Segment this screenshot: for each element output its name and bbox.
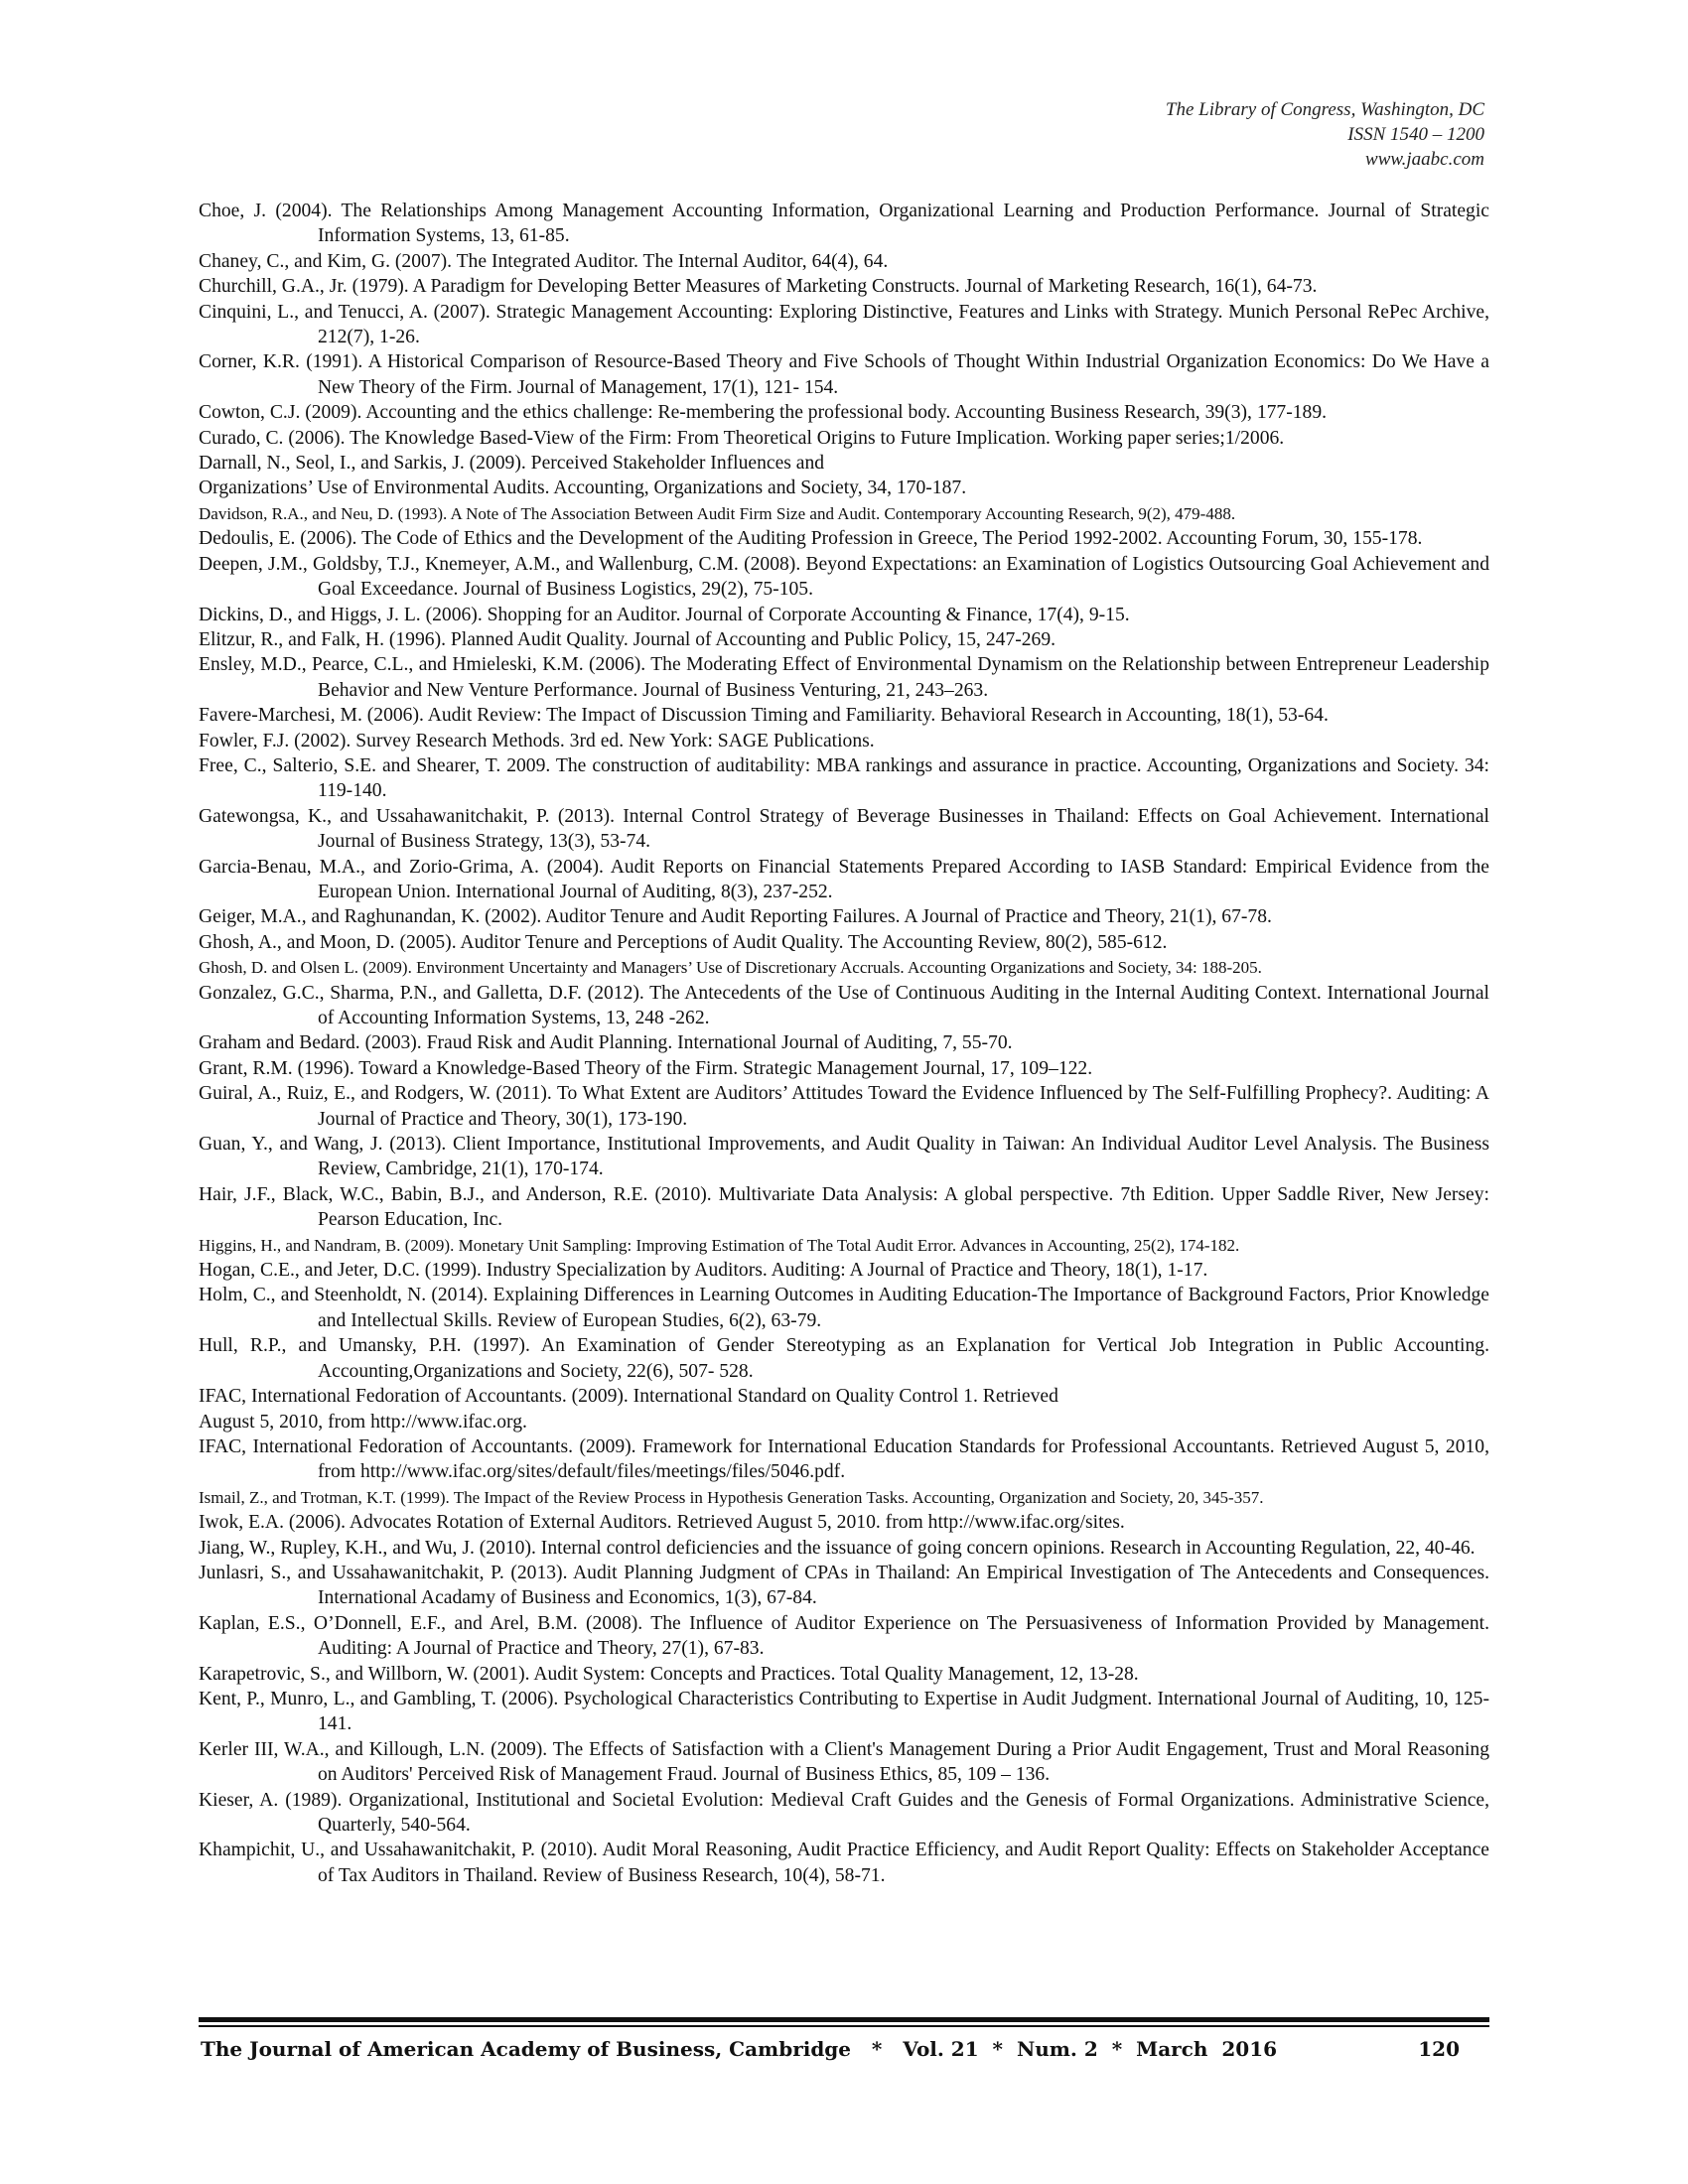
reference-entry: IFAC, International Fedoration of Accountants. (2009). Framework for International Education Standards for Professional Accountants. Retrieved August 5, 2010, from http://www.ifac.org/sites/default/files/meetings/files/5046.pdf.	[199, 1435, 1489, 1483]
reference-entry: Dickins, D., and Higgs, J. L. (2006). Shopping for an Auditor. Journal of Corporate Accounting & Finance, 17(4), 9-15.	[199, 604, 1130, 625]
reference-entry: IFAC, International Fedoration of Accountants. (2009). International Standard on Quality Control 1. Retrieved	[199, 1386, 1058, 1408]
reference-entry: Geiger, M.A., and Raghunandan, K. (2002). Auditor Tenure and Audit Reporting Failures. A Journal of Practice and Theory, 21(1), 67-78.	[199, 906, 1272, 928]
reference-entry: Gonzalez, G.C., Sharma, P.N., and Galletta, D.F. (2012). The Antecedents of the Use of Continuous Auditing in the Internal Auditing Context. International Journal of Accounting Information Systems, 13, 248 -262.	[199, 982, 1489, 1028]
reference-entry: Chaney, C., and Kim, G. (2007). The Integrated Auditor. The Internal Auditor, 64(4), 64.	[199, 250, 889, 272]
reference-entry: Karapetrovic, S., and Willborn, W. (2001). Audit System: Concepts and Practices. Total Quality Management, 12, 13-28.	[199, 1663, 1139, 1685]
running-header	[1166, 97, 1484, 172]
reference-entry: August 5, 2010, from http://www.ifac.org.	[199, 1411, 527, 1433]
reference-entry: Garcia-Benau, M.A., and Zorio-Grima, A. (2004). Audit Reports on Financial Statements Prepared According to IASB Standard: Empirical Evidence from the European Union. International Journal of Auditing, 8(3), 237-252.	[199, 856, 1489, 902]
reference-list	[199, 199, 1489, 1888]
reference-entry: Grant, R.M. (1996). Toward a Knowledge-Based Theory of the Firm. Strategic Management Journal, 17, 109–122.	[199, 1057, 1093, 1079]
reference-entry: Kaplan, E.S., O’Donnell, E.F., and Arel, B.M. (2008). The Influence of Auditor Experience on The Persuasiveness of Information Provided by Management. Auditing: A Journal of Practice and Theory, 27(1), 67-83.	[199, 1612, 1489, 1660]
reference-entry: Deepen, J.M., Goldsby, T.J., Knemeyer, A.M., and Wallenburg, C.M. (2008). Beyond Expectations: an Examination of Logistics Outsourcing Goal Achievement and Goal Exceedance. Journal of Business Logistics, 29(2), 75-105.	[199, 553, 1489, 601]
reference-entry: Graham and Bedard. (2003). Fraud Risk and Audit Planning. International Journal of Auditing, 7, 55-70.	[199, 1032, 1013, 1054]
header-website: www.jaabc.com	[1365, 149, 1484, 170]
reference-entry: Kent, P., Munro, L., and Gambling, T. (2006). Psychological Characteristics Contributing to Expertise in Audit Judgment. International Journal of Auditing, 10, 125-141.	[199, 1688, 1489, 1735]
reference-entry: Darnall, N., Seol, I., and Sarkis, J. (2009). Perceived Stakeholder Influences and	[199, 453, 825, 475]
reference-entry: Choe, J. (2004). The Relationships Among Management Accounting Information, Organizational Learning and Production Performance. Journal of Strategic Information Systems, 13, 61-85.	[199, 201, 1489, 247]
reference-entry: Curado, C. (2006). The Knowledge Based-View of the Firm: From Theoretical Origins to Future Implication. Working paper series;1/2006.	[199, 427, 1285, 449]
reference-entry: Hogan, C.E., and Jeter, D.C. (1999). Industry Specialization by Auditors. Auditing: A Journal of Practice and Theory, 18(1), 1-17.	[199, 1260, 1208, 1282]
footer-rule	[199, 2017, 1489, 2022]
reference-entry: Gatewongsa, K., and Ussahawanitchakit, P. (2013). Internal Control Strategy of Beverage Businesses in Thailand: Effects on Goal Achievement. International Journal of Business Strategy, 13(3), 53-74.	[199, 805, 1489, 853]
header-issn: ISSN 1540 – 1200	[1347, 124, 1484, 145]
reference-entry: Corner, K.R. (1991). A Historical Comparison of Resource-Based Theory and Five Schools of Thought Within Industrial Organization Economics: Do We Have a New Theory of the Firm. Journal of Management, 17(1), 121- 154.	[199, 351, 1489, 398]
reference-entry: Guan, Y., and Wang, J. (2013). Client Importance, Institutional Improvements, and Audit Quality in Taiwan: An Individual Auditor Level Analysis. The Business Review, Cambridge, 21(1), 170-174.	[199, 1134, 1489, 1180]
reference-entry: Cowton, C.J. (2009). Accounting and the ethics challenge: Re-membering the professional body. Accounting Business Research, 39(3), 177-189.	[199, 402, 1328, 424]
reference-entry: Ghosh, D. and Olsen L. (2009). Environment Uncertainty and Managers’ Use of Discretionary Accruals. Accounting Organizations and Society, 34: 188-205.	[199, 958, 1262, 978]
reference-entry: Churchill, G.A., Jr. (1979). A Paradigm for Developing Better Measures of Marketing Constructs. Journal of Marketing Research, 16(1), 64-73.	[199, 276, 1318, 298]
reference-entry: Free, C., Salterio, S.E. and Shearer, T. 2009. The construction of auditability: MBA rankings and assurance in practice. Accounting, Organizations and Society. 34: 119-140.	[199, 754, 1489, 802]
reference-entry: Favere-Marchesi, M. (2006). Audit Review: The Impact of Discussion Timing and Familiarity. Behavioral Research in Accounting, 18(1), 53-64.	[199, 705, 1329, 727]
running-footer	[199, 2037, 1489, 2067]
reference-entry: Ensley, M.D., Pearce, C.L., and Hmieleski, K.M. (2006). The Moderating Effect of Environmental Dynamism on the Relationship between Entrepreneur Leadership Behavior and New Venture Performance. Journal of Business Venturing, 21, 243–263.	[199, 654, 1489, 701]
reference-entry: Elitzur, R., and Falk, H. (1996). Planned Audit Quality. Journal of Accounting and Public Policy, 15, 247-269.	[199, 628, 1056, 650]
reference-entry: Dedoulis, E. (2006). The Code of Ethics and the Development of the Auditing Profession in Greece, The Period 1992-2002. Accounting Forum, 30, 155-178.	[199, 528, 1423, 550]
reference-entry: Cinquini, L., and Tenucci, A. (2007). Strategic Management Accounting: Exploring Distinctive, Features and Links with Strategy. Munich Personal RePec Archive, 212(7), 1-26.	[199, 301, 1489, 348]
reference-entry: Ismail, Z., and Trotman, K.T. (1999). The Impact of the Review Process in Hypothesis Generation Tasks. Accounting, Organization and Society, 20, 345-357.	[199, 1487, 1264, 1507]
footer-journal-info: The Journal of American Academy of Business, Cambridge * Vol. 21 * Num. 2 * March 2016	[201, 2037, 1278, 2061]
footer-rule-thin	[199, 2025, 1489, 2027]
reference-entry: Davidson, R.A., and Neu, D. (1993). A Note of The Association Between Audit Firm Size and Audit. Contemporary Accounting Research, 9(2), 479-488.	[199, 503, 1236, 523]
reference-entry: Ghosh, A., and Moon, D. (2005). Auditor Tenure and Perceptions of Audit Quality. The Accounting Review, 80(2), 585-612.	[199, 931, 1168, 953]
reference-entry: Hull, R.P., and Umansky, P.H. (1997). An Examination of Gender Stereotyping as an Explanation for Vertical Job Integration in Public Accounting. Accounting,Organizations and Society, 22(6), 507- 528.	[199, 1335, 1489, 1382]
reference-entry: Kerler III, W.A., and Killough, L.N. (2009). The Effects of Satisfaction with a Client's Management During a Prior Audit Engagement, Trust and Moral Reasoning on Auditors' Perceived Risk of Management Fraud. Journal of Business Ethics, 85, 109 – 136.	[199, 1738, 1489, 1786]
reference-entry: Jiang, W., Rupley, K.H., and Wu, J. (2010). Internal control deficiencies and the issuance of going concern opinions. Research in Accounting Regulation, 22, 40-46.	[199, 1537, 1476, 1559]
reference-entry: Khampichit, U., and Ussahawanitchakit, P. (2010). Audit Moral Reasoning, Audit Practice Efficiency, and Audit Report Quality: Effects on Stakeholder Acceptance of Tax Auditors in Thailand. Review of Business Research, 10(4), 58-71.	[199, 1840, 1489, 1886]
page-number: 120	[1418, 2037, 1460, 2061]
reference-entry: Higgins, H., and Nandram, B. (2009). Monetary Unit Sampling: Improving Estimation of The Total Audit Error. Advances in Accounting, 25(2), 174-182.	[199, 1235, 1240, 1255]
reference-entry: Junlasri, S., and Ussahawanitchakit, P. (2013). Audit Planning Judgment of CPAs in Thailand: An Empirical Investigation of The Antecedents and Consequences. International Acadamy of Business and Economics, 1(3), 67-84.	[199, 1562, 1489, 1609]
reference-entry: Fowler, F.J. (2002). Survey Research Methods. 3rd ed. New York: SAGE Publications.	[199, 730, 875, 751]
header-publisher: The Library of Congress, Washington, DC	[1165, 99, 1484, 120]
reference-entry: Iwok, E.A. (2006). Advocates Rotation of External Auditors. Retrieved August 5, 2010. from http://www.ifac.org/sites.	[199, 1512, 1125, 1534]
reference-entry: Kieser, A. (1989). Organizational, Institutional and Societal Evolution: Medieval Craft Guides and the Genesis of Formal Organizations. Administrative Science, Quarterly, 540-564.	[199, 1789, 1489, 1836]
reference-entry: Holm, C., and Steenholdt, N. (2014). Explaining Differences in Learning Outcomes in Auditing Education-The Importance of Background Factors, Prior Knowledge and Intellectual Skills. Review of European Studies, 6(2), 63-79.	[199, 1285, 1489, 1331]
reference-entry: Organizations’ Use of Environmental Audits. Accounting, Organizations and Society, 34, 170-187.	[199, 478, 967, 499]
reference-entry: Hair, J.F., Black, W.C., Babin, B.J., and Anderson, R.E. (2010). Multivariate Data Analysis: A global perspective. 7th Edition. Upper Saddle River, New Jersey: Pearson Education, Inc.	[199, 1183, 1489, 1231]
reference-entry: Guiral, A., Ruiz, E., and Rodgers, W. (2011). To What Extent are Auditors’ Attitudes Toward the Evidence Influenced by The Self-Fulfilling Prophecy?. Auditing: A Journal of Practice and Theory, 30(1), 173-190.	[199, 1083, 1489, 1130]
